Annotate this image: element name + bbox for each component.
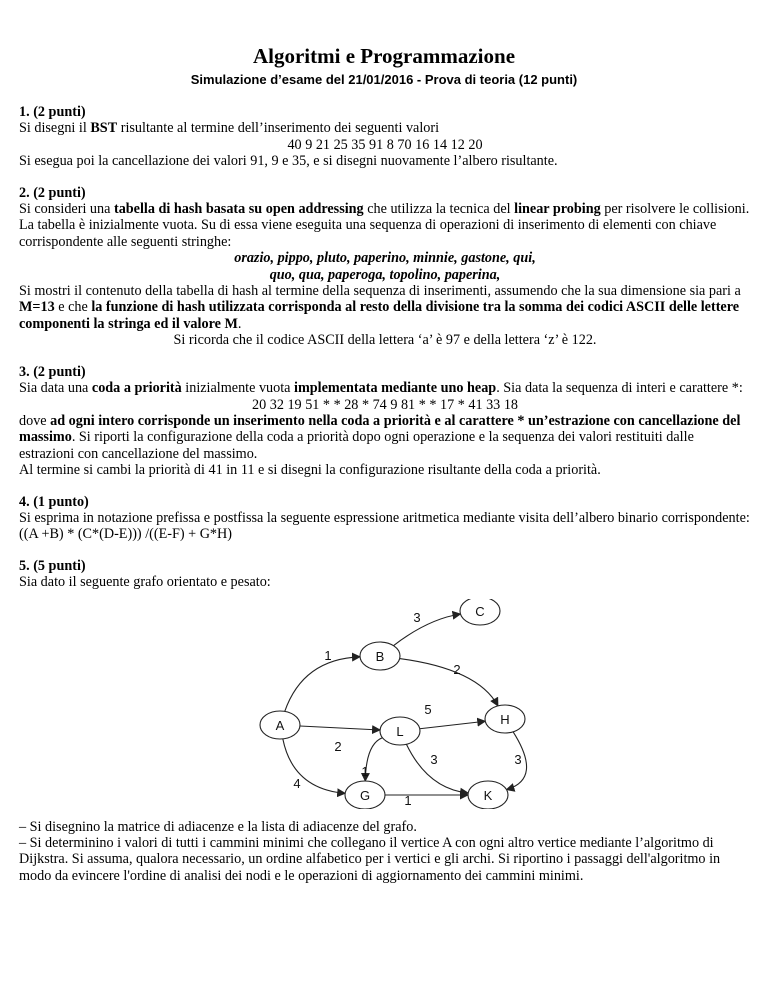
edge-weight-a-b: 1 bbox=[324, 647, 332, 663]
question-2 bbox=[19, 185, 751, 349]
question-1-text bbox=[19, 120, 751, 136]
q3-text-d: dove bbox=[19, 412, 51, 429]
question-4-text: Si esprima in notazione prefissa e postfissa la seguente espressione aritmetica mediante visita dell’albero binario corrispondente: ((A +B) * (C*(D-E))) /((E-F) + G*H) bbox=[19, 509, 750, 543]
edge-weight-g-k: 1 bbox=[404, 792, 412, 808]
question-1 bbox=[19, 104, 751, 170]
q3-rule: ad ogni intero corrisponde un inserimento nella coda a priorità e al carattere * un’estrazione con cancellazione del massimo bbox=[19, 412, 741, 446]
question-3 bbox=[19, 364, 751, 479]
edge-weight-l-k: 3 bbox=[430, 751, 438, 767]
q2-hash-function: la funzione di hash utilizzata corrisponda al resto della divisione tra la somma dei codici ASCII delle lettere componenti la stringa ed il valore M bbox=[19, 299, 740, 332]
q3-priority-queue: coda a priorità bbox=[91, 380, 182, 397]
question-2-heading: 2. (2 punti) bbox=[19, 184, 86, 201]
q2-text-b: che utilizza la tecnica del bbox=[363, 201, 515, 218]
edge-weight-a-l: 2 bbox=[334, 738, 342, 754]
question-1-values: 40 9 21 25 35 91 8 70 16 14 12 20 bbox=[287, 136, 483, 153]
edge-weight-b-c: 3 bbox=[413, 609, 421, 625]
edge-a-l bbox=[300, 726, 380, 730]
question-3-sequence: 20 32 19 51 * * 28 * 74 9 81 * * 17 * 41 33 18 bbox=[251, 396, 518, 413]
exam-content bbox=[19, 104, 751, 884]
q3-text-a: Sia data una bbox=[19, 380, 92, 397]
question-1-heading: 1. (2 punti) bbox=[19, 104, 86, 120]
q3-heap: implementata mediante uno heap bbox=[294, 380, 497, 397]
q2-linear-probing: linear probing bbox=[514, 201, 601, 218]
question-5-task-1: – Si disegnino la matrice di adiacenze e la lista di adiacenze del grafo. bbox=[19, 818, 417, 835]
question-4-heading: 4. (1 punto) bbox=[19, 493, 89, 510]
question-2-text bbox=[19, 201, 751, 250]
question-2-note: Si ricorda che il codice ASCII della lettera ‘a’ è 97 e della lettera ‘z’ è 122. bbox=[173, 332, 597, 349]
q1-bst: BST bbox=[90, 120, 118, 137]
q2-text-c: per risolvere le collisioni. La tabella è inizialmente vuota. Su di essa viene eseguita una sequenza di operazioni di inserimento di elementi con chiave corrispondente alle seguenti stringhe: bbox=[19, 201, 750, 250]
edge-weight-b-h: 2 bbox=[453, 661, 461, 677]
q3-text-b: inizialmente vuota bbox=[181, 380, 295, 397]
question-3-rules bbox=[19, 413, 751, 462]
question-4 bbox=[19, 494, 751, 543]
question-3-text bbox=[19, 380, 751, 396]
node-label-a: A bbox=[275, 717, 285, 733]
edge-b-h bbox=[400, 658, 498, 705]
page-subtitle: Simulazione d’esame del 21/01/2016 - Prova di teoria (12 punti) bbox=[190, 72, 578, 87]
q3-text-c: . Sia data la sequenza di interi e carattere *: bbox=[496, 380, 743, 397]
edge-a-b bbox=[285, 656, 360, 711]
node-label-g: G bbox=[359, 787, 371, 803]
edge-b-c bbox=[393, 614, 460, 646]
weighted-directed-graph bbox=[243, 599, 533, 809]
q3-text-e: . Si riporti la configurazione della coda a priorità dopo ogni operazione e la sequenza dei valori restituiti dalle estrazioni con cancellazione del massimo. bbox=[19, 429, 694, 462]
node-label-h: H bbox=[500, 711, 510, 727]
question-5 bbox=[19, 558, 751, 884]
node-label-b: B bbox=[375, 648, 385, 664]
edge-weight-h-k: 3 bbox=[514, 751, 522, 767]
q2-text-e: e che bbox=[54, 299, 92, 316]
node-label-l: L bbox=[396, 723, 404, 739]
q1-text-b: risultante al termine dell’inserimento dei seguenti valori bbox=[117, 120, 440, 137]
q2-text-d: Si mostri il contenuto della tabella di hash al termine della sequenza di inserimenti, assumendo che la sua dimensione sia pari a bbox=[19, 283, 741, 300]
edge-weight-a-g: 4 bbox=[293, 775, 301, 791]
edge-l-h bbox=[420, 721, 486, 728]
question-5-heading: 5. (5 punti) bbox=[19, 557, 86, 574]
q1-text-a: Si disegni il bbox=[19, 120, 91, 137]
question-5-task-2: – Si determinino i valori di tutti i cammini minimi che collegano il vertice A con ogni altro vertice mediante l’algoritmo di Dijkstra. Si assuma, qualora necessario, un ordine alfabetico per i vertici e gli archi. Si riportino i passaggi dell'algoritmo in modo da evincere l'ordine di analisi dei nodi e le operazioni di aggiornamento dei cammini minimi. bbox=[19, 834, 721, 884]
node-label-k: K bbox=[483, 787, 493, 803]
question-1-deletion: Si esegua poi la cancellazione dei valori 91, 9 e 35, e si disegni nuovamente l’albero risultante. bbox=[19, 153, 558, 170]
question-2-instructions bbox=[19, 283, 751, 332]
q2-hash-table: tabella di hash basata su open addressing bbox=[113, 201, 364, 218]
question-2-keys-line2: quo, qua, paperoga, topolino, paperina, bbox=[269, 266, 501, 283]
question-5-intro: Sia dato il seguente grafo orientato e pesato: bbox=[19, 574, 271, 591]
q2-text-a: Si consideri una bbox=[19, 201, 114, 218]
edge-weight-l-h: 5 bbox=[424, 701, 432, 717]
question-3-heading: 3. (2 punti) bbox=[19, 363, 86, 380]
page-title: Algoritmi e Programmazione bbox=[252, 44, 516, 68]
question-5-tasks bbox=[19, 819, 751, 885]
q2-text-f: . bbox=[237, 315, 242, 332]
question-3-final: Al termine si cambi la priorità di 41 in 11 e si disegni la configurazione risultante della coda a priorità. bbox=[19, 462, 601, 479]
q2-size: M=13 bbox=[19, 299, 55, 316]
node-label-c: C bbox=[475, 603, 485, 619]
question-2-keys-line1: orazio, pippo, pluto, paperino, minnie, gastone, qui, bbox=[234, 250, 536, 267]
edge-weight-l-g: 1 bbox=[361, 763, 369, 779]
